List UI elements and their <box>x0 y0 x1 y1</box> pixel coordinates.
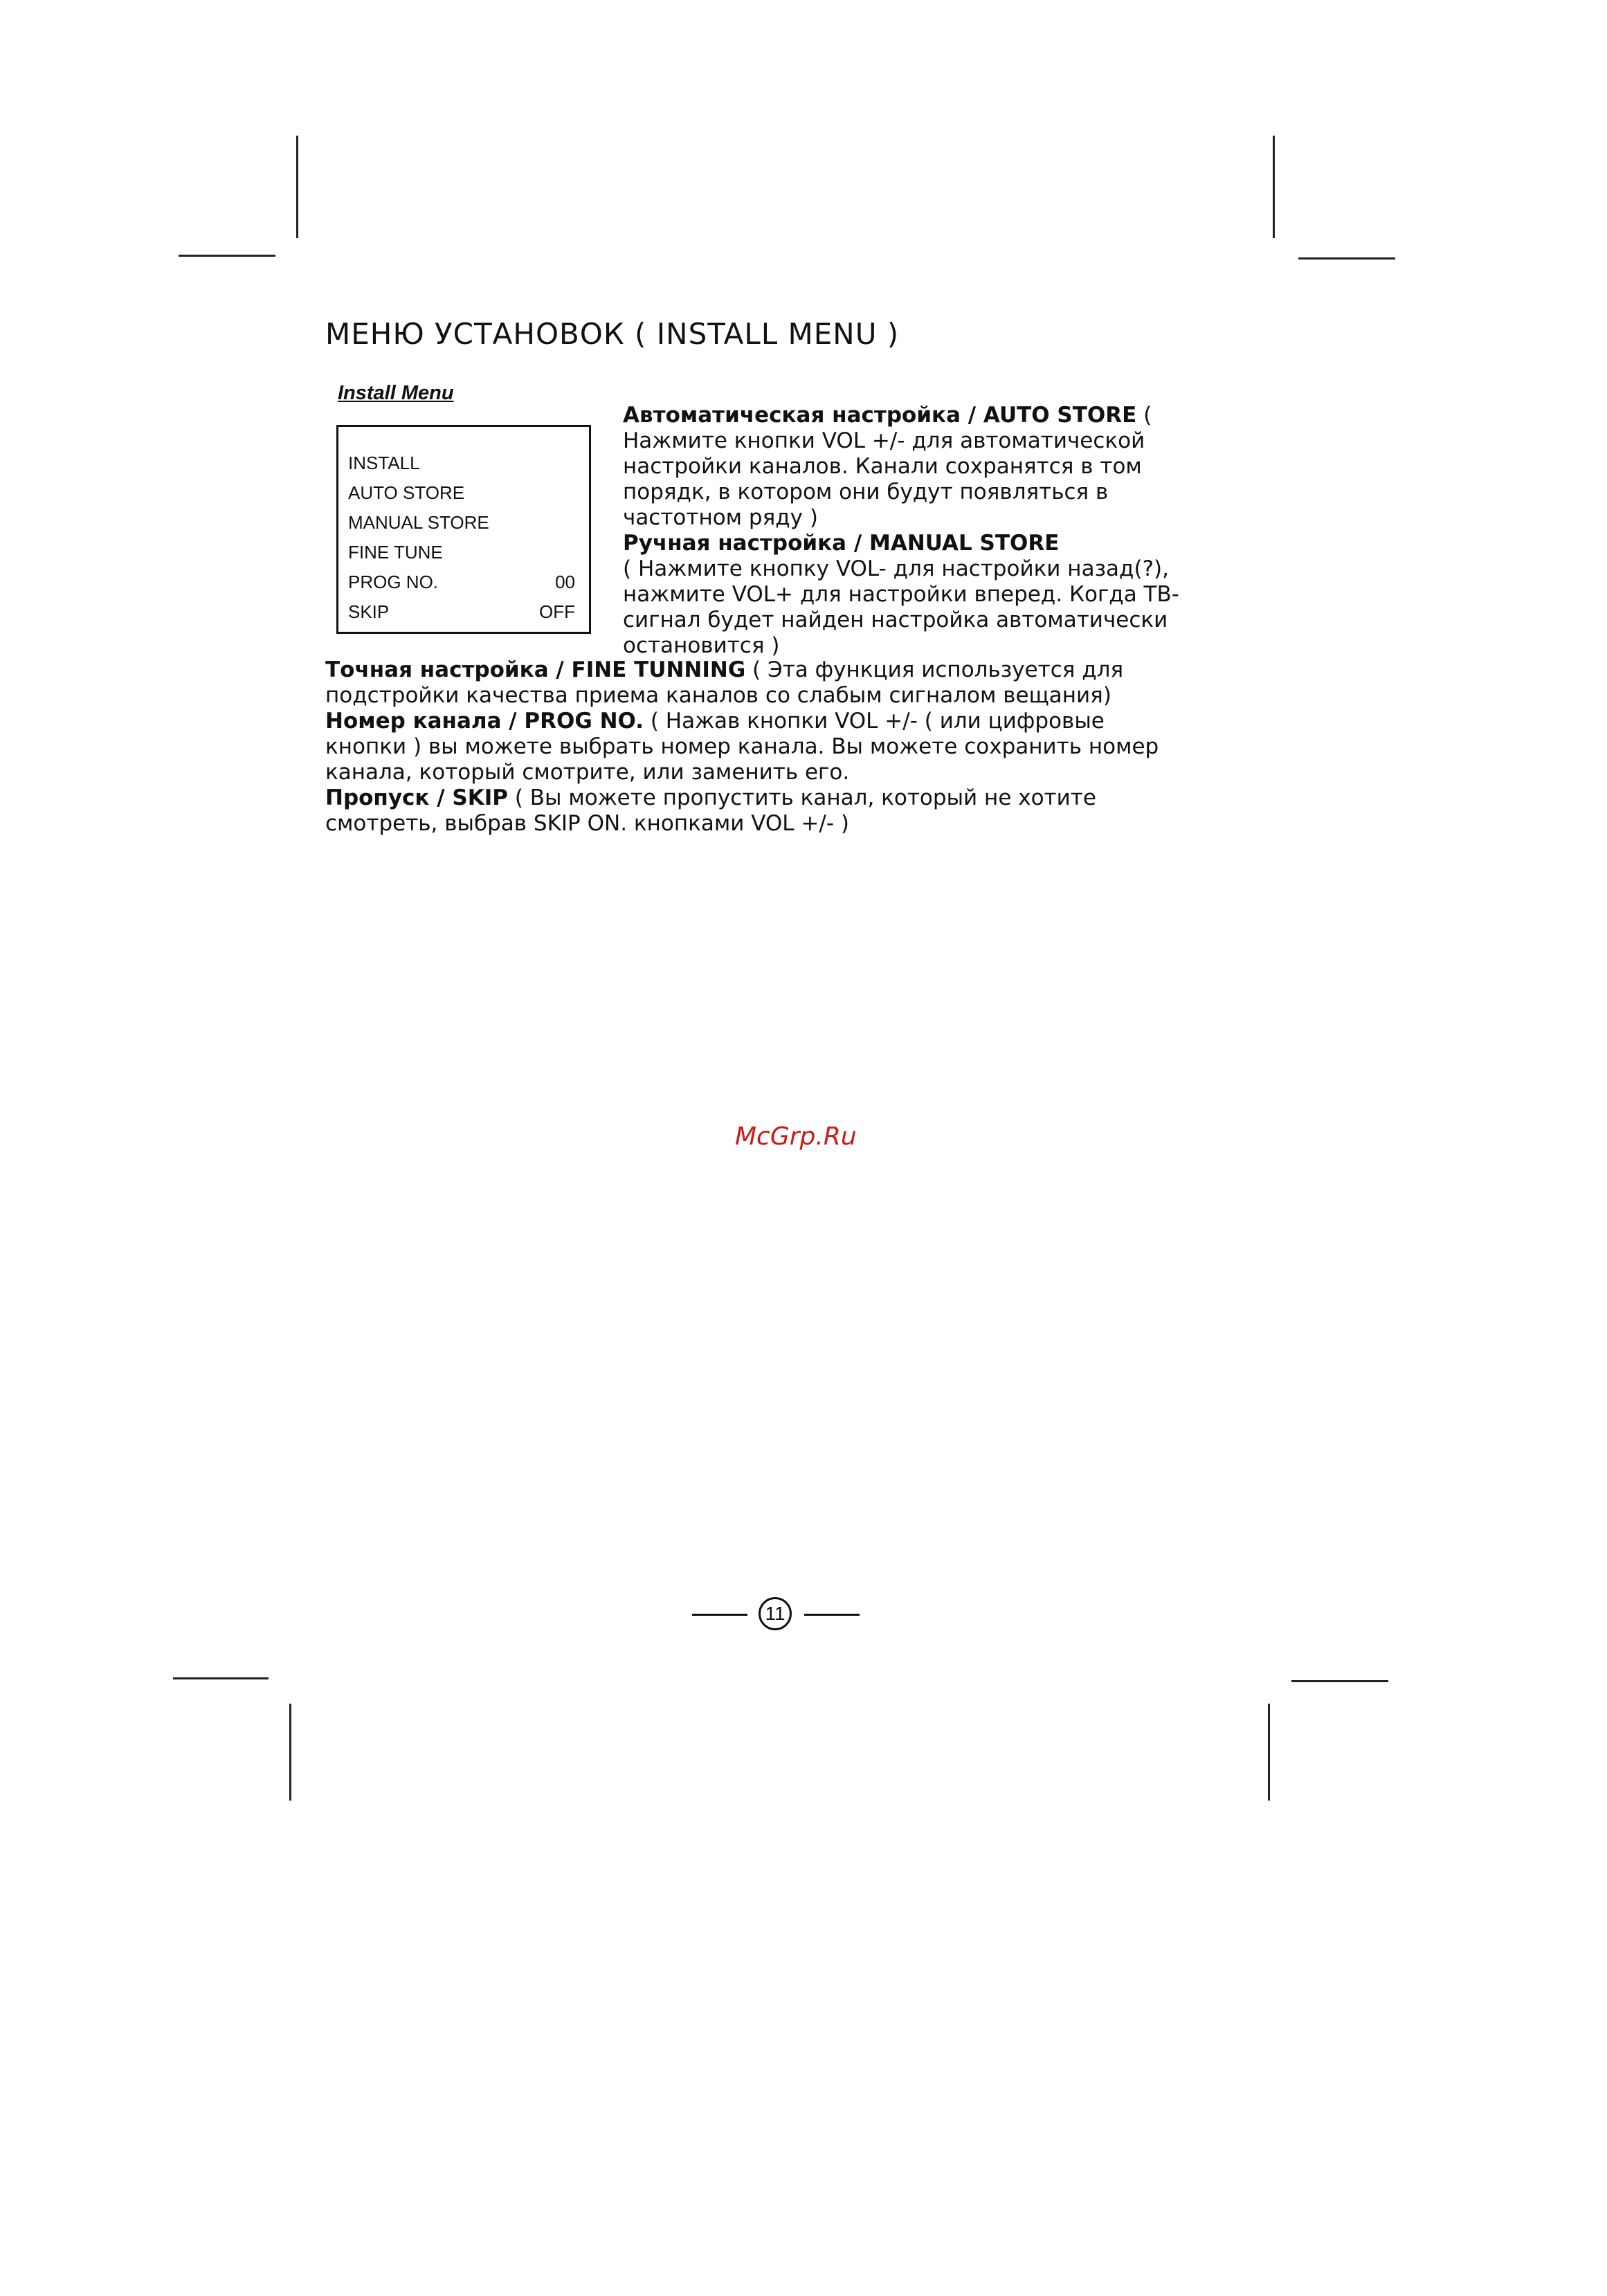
text-line: кнопки ) вы можете выбрать номер канала. Вы можете сохранить номер <box>325 734 1159 759</box>
menu-item-fine-tune <box>348 541 575 563</box>
skip-heading-line: Пропуск / SKIP ( Вы можете пропустить канал, который не хотите <box>325 785 1096 810</box>
text-line: Нажмите кнопки VOL +/- для автоматической <box>623 428 1145 453</box>
menu-item-value: OFF <box>539 601 575 622</box>
menu-item-auto-store <box>348 482 575 504</box>
page-number-block <box>692 1594 865 1636</box>
page-number-dash <box>692 1614 747 1616</box>
crop-mark <box>1273 136 1275 238</box>
crop-mark <box>1268 1704 1270 1801</box>
menu-caption: Install Menu <box>338 382 454 404</box>
page-number-dash <box>804 1614 860 1616</box>
crop-mark <box>173 1677 269 1679</box>
menu-item-label: INSTALL <box>348 452 420 473</box>
menu-item-prog-no <box>348 571 575 593</box>
text-line: смотреть, выбрав SKIP ON. кнопками VOL +/- ) <box>325 811 849 836</box>
fine-tune-heading-line: Точная настройка / FINE TUNNING ( Эта функция используется для <box>325 657 1124 682</box>
text-line: частотном ряду ) <box>623 505 818 530</box>
skip-heading: Пропуск / SKIP <box>325 785 508 810</box>
menu-item-manual-store <box>348 511 575 534</box>
menu-item-value: 00 <box>555 571 575 592</box>
prog-no-heading-line: Номер канала / PROG NO. ( Нажав кнопки VOL +/- ( или цифровые <box>325 709 1105 734</box>
manual-store-heading: Ручная настройка / MANUAL STORE <box>623 531 1060 556</box>
prog-no-heading: Номер канала / PROG NO. <box>325 709 644 734</box>
text-line: настройки каналов. Канали сохранятся в том <box>623 454 1142 479</box>
crop-mark <box>1291 1680 1388 1682</box>
text-line: нажмите VOL+ для настройки вперед. Когда ТВ- <box>623 582 1179 607</box>
fine-tune-heading: Точная настройка / FINE TUNNING <box>325 657 746 682</box>
text-line: остановится ) <box>623 633 780 658</box>
menu-item-label: PROG NO. <box>348 571 439 592</box>
text-line: ( Нажмите кнопку VOL- для настройки назад(?), <box>623 556 1169 581</box>
install-menu-box <box>336 425 591 634</box>
menu-item-install <box>348 452 575 474</box>
text-line: сигнал будет найден настройка автоматически <box>623 608 1168 632</box>
page-title: МЕНЮ УСТАНОВОК ( INSTALL MENU ) <box>325 317 900 351</box>
auto-store-heading-line: Автоматическая настройка / AUTO STORE ( <box>623 403 1152 428</box>
text-line: канала, который смотрите, или заменить его. <box>325 760 850 785</box>
other-settings-description <box>325 657 1159 837</box>
page-number: 11 <box>759 1597 792 1630</box>
menu-item-label: MANUAL STORE <box>348 511 489 533</box>
menu-item-skip <box>348 601 575 623</box>
menu-item-label: AUTO STORE <box>348 482 465 503</box>
auto-store-heading: Автоматическая настройка / AUTO STORE <box>623 403 1137 428</box>
menu-item-label: SKIP <box>348 601 390 622</box>
crop-mark <box>1298 257 1395 259</box>
text-line: подстройки качества приема каналов со слабым сигналом вещания) <box>325 683 1111 708</box>
watermark: McGrp.Ru <box>735 1122 857 1151</box>
auto-manual-description <box>623 403 1179 659</box>
menu-item-label: FINE TUNE <box>348 541 443 563</box>
crop-mark <box>289 1704 291 1801</box>
crop-mark <box>296 136 298 238</box>
text-line: порядк, в котором они будут появляться в <box>623 480 1109 504</box>
crop-mark <box>179 255 275 257</box>
